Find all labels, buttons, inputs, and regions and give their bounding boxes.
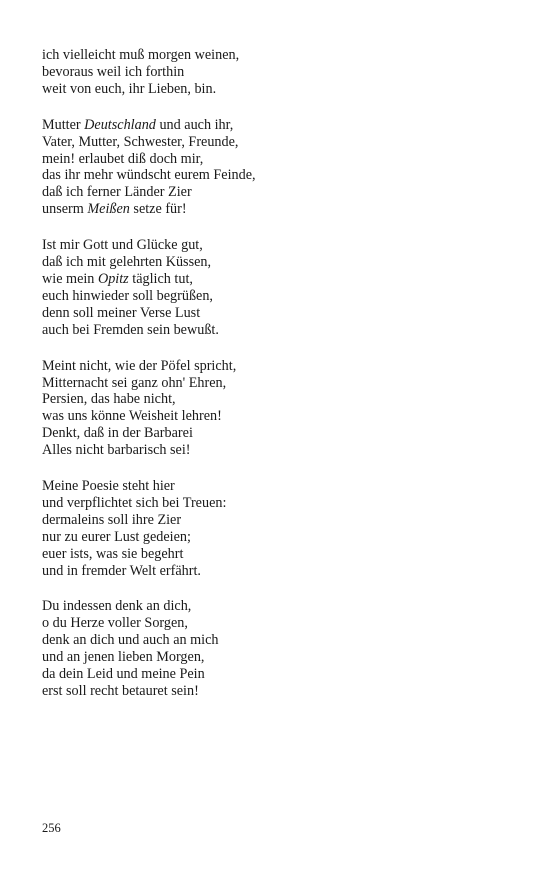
stanza bbox=[42, 598, 522, 699]
poem-line bbox=[42, 649, 522, 666]
line-text: Vater, Mutter, Schwester, Freunde, bbox=[42, 133, 239, 150]
italic-text: Meißen bbox=[87, 201, 130, 218]
poem-line bbox=[42, 408, 522, 425]
poem-line bbox=[42, 151, 522, 168]
line-text: ich vielleicht muß morgen weinen, bbox=[42, 47, 240, 63]
poem-line bbox=[42, 563, 522, 580]
poem-line bbox=[42, 512, 522, 529]
poem-line bbox=[42, 288, 522, 305]
line-text: Alles nicht barbarisch sei! bbox=[42, 442, 191, 459]
line-text: auch bei Fremden sein bewußt. bbox=[42, 321, 219, 338]
poem-line bbox=[42, 271, 522, 288]
line-text: und an jenen lieben Morgen, bbox=[42, 649, 205, 666]
poem-line bbox=[42, 425, 522, 442]
poem-line bbox=[42, 442, 522, 459]
stanza bbox=[42, 47, 522, 98]
stanza bbox=[42, 117, 522, 218]
line-text: dermaleins soll ihre Zier bbox=[42, 511, 182, 528]
poem-line bbox=[42, 666, 522, 683]
line-text: Persien, das habe nicht, bbox=[42, 391, 176, 408]
line-text: und verpflichtet sich bei Treuen: bbox=[42, 494, 227, 511]
line-text: da dein Leid und meine Pein bbox=[42, 666, 205, 683]
line-text: daß ich ferner Länder Zier bbox=[42, 184, 192, 201]
poem-line bbox=[42, 529, 522, 546]
poem-line bbox=[42, 305, 522, 322]
line-text: weit von euch, ihr Lieben, bin. bbox=[42, 80, 217, 97]
line-text: Denkt, daß in der Barbarei bbox=[42, 425, 193, 442]
poem-line bbox=[42, 495, 522, 512]
line-text: das ihr mehr wündscht eurem Feinde, bbox=[42, 167, 256, 184]
line-text: bevoraus weil ich forthin bbox=[42, 63, 185, 80]
poem-line bbox=[42, 632, 522, 649]
line-text: mein! erlaubet diß doch mir, bbox=[42, 150, 204, 167]
line-text: euch hinwieder soll begrüßen, bbox=[42, 287, 213, 304]
poem-line bbox=[42, 47, 522, 64]
poem-line bbox=[42, 546, 522, 563]
poem-line bbox=[42, 598, 522, 615]
poem-line bbox=[42, 375, 522, 392]
poem-line bbox=[42, 184, 522, 201]
line-text: euer ists, was sie begehrt bbox=[42, 545, 184, 562]
italic-text: Opitz bbox=[97, 270, 129, 287]
poem-line bbox=[42, 201, 522, 218]
line-text: und auch ihr, bbox=[155, 116, 234, 133]
line-text: o du Herze voller Sorgen, bbox=[42, 615, 188, 632]
line-text: denk an dich und auch an mich bbox=[42, 632, 219, 649]
poem-line bbox=[42, 134, 522, 151]
poem-line bbox=[42, 358, 522, 375]
line-text: wie mein bbox=[42, 270, 98, 287]
line-text: nur zu eurer Lust gedeien; bbox=[42, 528, 191, 545]
poem-line bbox=[42, 167, 522, 184]
poem-line bbox=[42, 254, 522, 271]
line-text: und in fremder Welt erfährt. bbox=[42, 562, 201, 579]
line-text: denn soll meiner Verse Lust bbox=[42, 304, 201, 321]
poem-line bbox=[42, 478, 522, 495]
poem-line bbox=[42, 117, 522, 134]
poem-line bbox=[42, 615, 522, 632]
line-text: Mutter bbox=[42, 116, 85, 133]
stanza bbox=[42, 478, 522, 579]
line-text: daß ich mit gelehrten Küssen, bbox=[42, 254, 212, 271]
poem-line bbox=[42, 81, 522, 98]
line-text: Mitternacht sei ganz ohn' Ehren, bbox=[42, 374, 227, 391]
line-text: Ist mir Gott und Glücke gut, bbox=[42, 237, 203, 254]
poem-line bbox=[42, 683, 522, 700]
line-text: Meine Poesie steht hier bbox=[42, 478, 175, 495]
stanza bbox=[42, 237, 522, 338]
poem-line bbox=[42, 391, 522, 408]
poem-line bbox=[42, 237, 522, 254]
line-text: täglich tut, bbox=[128, 270, 193, 287]
line-text: setze für! bbox=[129, 201, 187, 218]
stanza bbox=[42, 358, 522, 459]
line-text: was uns könne Weisheit lehren! bbox=[42, 408, 222, 425]
line-text: unserm bbox=[42, 201, 88, 218]
poem-line bbox=[42, 64, 522, 81]
page-number: 256 bbox=[42, 821, 61, 835]
line-text: erst soll recht betauret sein! bbox=[42, 683, 199, 699]
line-text: Du indessen denk an dich, bbox=[42, 598, 192, 615]
italic-text: Deutschland bbox=[84, 116, 156, 133]
poem-line bbox=[42, 322, 522, 339]
line-text: Meint nicht, wie der Pöfel spricht, bbox=[42, 357, 237, 374]
poem-body bbox=[42, 47, 522, 719]
